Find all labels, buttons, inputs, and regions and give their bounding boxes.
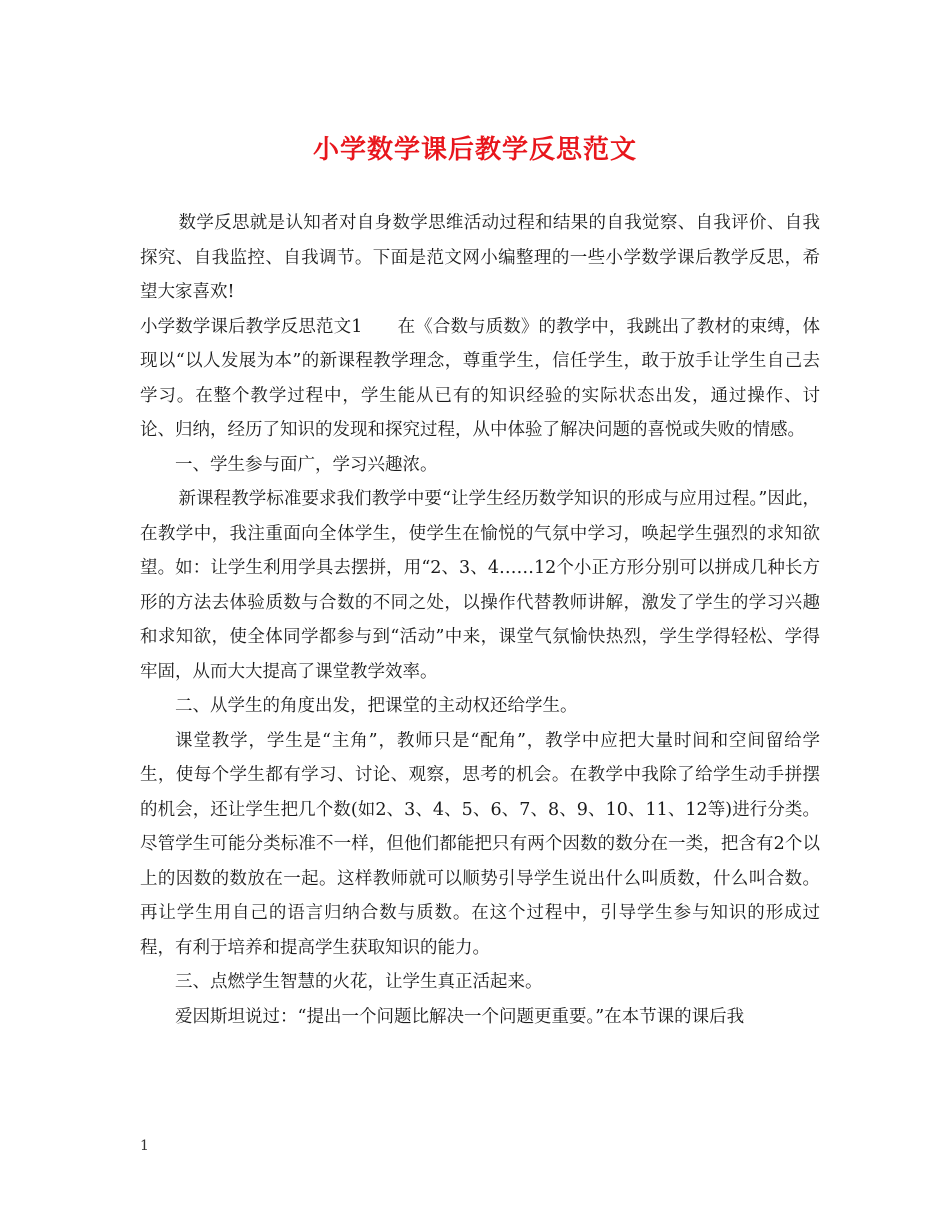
document-body: [140, 206, 820, 1034]
document-title: 小学数学课后教学反思范文: [312, 135, 637, 165]
section-heading-1: 一、学生参与面广，学习兴趣浓。: [175, 454, 438, 475]
section-2-paragraph: 课堂教学，学生是“主角”，教师只是“配角”，教学中应把大量时间和空间留给学生，使每个学生都有学习、讨论、观察，思考的机会。在教学中我除了给学生动手拼摆的机会，还让学生把几个数(如2、3、4、5、6、7、8、9、10、11、12等)进行分类。尽管学生可能分类标准不一样，但他们都能把只有两个因数的数分在一类，把含有2个以上的因数的数放在一起。这样教师就可以顺势引导学生说出什么叫质数，什么叫合数。再让学生用自己的语言归纳合数与质数。在这个过程中，引导学生参与知识的形成过程，有利于培养和提高学生获取知识的能力。: [140, 730, 820, 958]
sample-1-paragraph: 小学数学课后教学反思范文1 在《合数与质数》的教学中，我跳出了教材的束缚，体现以“以人发展为本”的新课程教学理念，尊重学生，信任学生，敢于放手让学生自己去学习。在整个教学过程中，学生能从已有的知识经验的实际状态出发，通过操作、讨论、归纳，经历了知识的发现和探究过程，从中体验了解决问题的喜悦或失败的情感。: [140, 316, 820, 440]
section-1-paragraph: 新课程教学标准要求我们教学中要“让学生经历数学知识的形成与应用过程。”因此，在教学中，我注重面向全体学生，使学生在愉悦的气氛中学习，唤起学生强烈的求知欲望。如：让学生利用学具去摆拼，用“2、3、4……12个小正方形分别可以拼成几种长方形的方法去体验质数与合数的不同之处，以操作代替教师讲解，激发了学生的学习兴趣和求知欲，使全体同学都参与到“活动”中来，课堂气氛愉快热烈，学生学得轻松、学得牢固，从而大大提高了课堂教学效率。: [140, 489, 820, 682]
section-heading-2: 二、从学生的角度出发，把课堂的主动权还给学生。: [175, 696, 578, 716]
page-number: 1: [140, 1138, 149, 1154]
intro-paragraph: 数学反思就是认知者对自身数学思维活动过程和结果的自我觉察、自我评价、自我探究、自我监控、自我调节。下面是范文网小编整理的一些小学数学课后教学反思，希望大家喜欢!: [140, 213, 820, 302]
section-3-paragraph: 爱因斯坦说过：“提出一个问题比解决一个问题更重要。”在本节课的课后我: [175, 1006, 745, 1027]
section-heading-3: 三、点燃学生智慧的火花，让学生真正活起来。: [175, 972, 543, 992]
